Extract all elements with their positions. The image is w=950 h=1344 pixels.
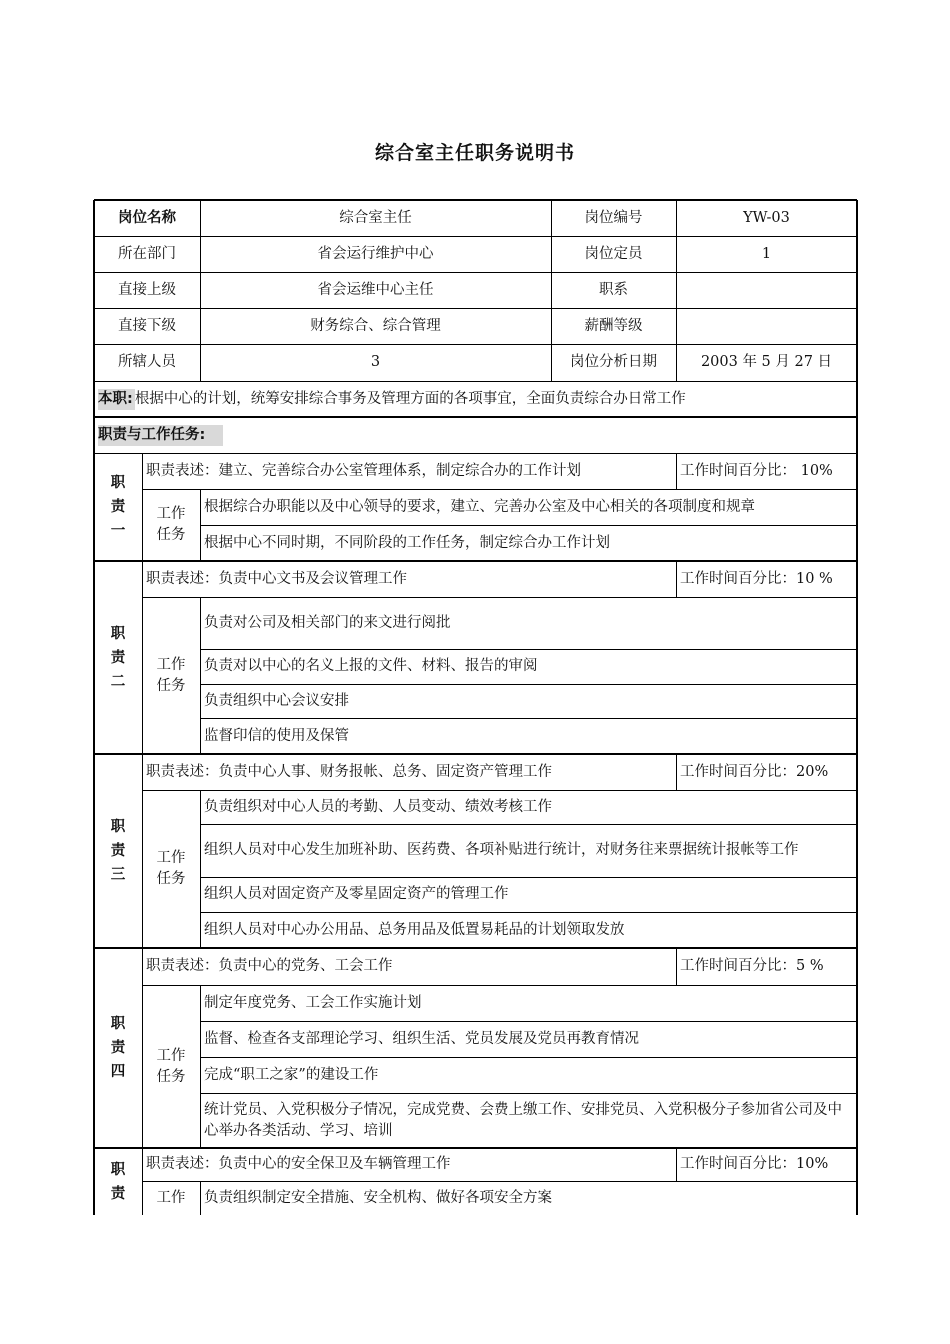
- field-label-analysis_date: 岗位分析日期: [570, 354, 657, 370]
- table-line: [200, 200, 201, 381]
- table-line: [200, 790, 201, 948]
- duty-task-item: 组织人员对固定资产及零星固定资产的管理工作: [204, 886, 509, 902]
- field-label-quota: 岗位定员: [584, 245, 643, 262]
- field-value-position_name: 综合室主任: [339, 209, 412, 226]
- table-line: [142, 1148, 143, 1215]
- field-label-salary: 薪酬等级: [584, 317, 643, 334]
- table-line: [142, 561, 143, 754]
- table-line: [200, 824, 857, 825]
- duty-task-item: 负责组织制定安全措施、安全机构、做好各项安全方案: [204, 1189, 552, 1206]
- duty-time-percent: 工作时间百分比：10%: [680, 1156, 829, 1172]
- field-value-position_code: YW-03: [743, 209, 790, 226]
- table-line: [142, 790, 857, 791]
- duty-task-label: 工作: [156, 1189, 186, 1206]
- field-label-series: 职系: [599, 281, 628, 298]
- table-line: [200, 985, 201, 1148]
- main-duty-label: 本职:: [98, 389, 135, 410]
- duty-task-item: 监督、检查各支部理论学习、组织生活、党员发展及党员再教育情况: [204, 1030, 639, 1047]
- table-line: [551, 200, 552, 381]
- duty-task-item: 负责对以中心的名义上报的文件、材料、报告的审阅: [204, 658, 538, 674]
- field-value-salary: [676, 308, 857, 344]
- duty-statement: 职责表述：负责中心的安全保卫及车辆管理工作: [146, 1156, 451, 1172]
- duty-task-item: 组织人员对中心发生加班补助、医药费、各项补贴进行统计，对财务往来票据统计报帐等工作: [204, 842, 799, 858]
- field-value-analysis_date: 2003 年 5 月 27 日: [700, 354, 833, 370]
- duties-heading: 职责与工作任务:: [98, 425, 223, 446]
- table-line: [200, 649, 857, 650]
- duty-statement: 职责表述：负责中心的党务、工会工作: [146, 958, 393, 974]
- main-duty-text: 根据中心的计划，统筹安排综合事务及管理方面的各项事宜，全面负责综合办日常工作: [134, 390, 686, 407]
- table-line: [94, 308, 857, 309]
- duty-label-3: 职 责 三: [110, 819, 126, 883]
- duty-time-percent: 工作时间百分比：20%: [680, 763, 829, 780]
- table-line: [200, 877, 857, 878]
- table-line: [200, 684, 857, 685]
- duty-task-label: 工作 任务: [156, 850, 186, 887]
- table-line: [200, 718, 857, 719]
- table-line: [200, 1021, 857, 1022]
- field-label-position_name: 岗位名称: [118, 209, 176, 226]
- duty-statement: 职责表述：负责中心人事、财务报帐、总务、固定资产管理工作: [146, 763, 552, 780]
- duty-task-label: 工作 任务: [156, 506, 186, 543]
- table-line: [142, 1181, 857, 1182]
- field-value-superior: 省会运维中心主任: [317, 281, 434, 298]
- duty-task-label: 工作 任务: [156, 656, 186, 694]
- table-line: [200, 1057, 857, 1058]
- duty-task-item: 根据综合办职能以及中心领导的要求，建立、完善办公室及中心相关的各项制度和规章: [204, 498, 755, 515]
- field-label-subordinate: 直接下级: [118, 317, 176, 334]
- page-title: 综合室主任职务说明书: [374, 142, 575, 164]
- table-line: [142, 754, 143, 948]
- duty-task-item: 组织人员对中心办公用品、总务用品及低置易耗品的计划领取发放: [204, 921, 625, 938]
- duty-task-item: 制定年度党务、工会工作实施计划: [204, 994, 422, 1011]
- field-label-dept: 所在部门: [118, 245, 176, 262]
- main-duty-row: [94, 381, 857, 417]
- table-line: [676, 453, 677, 489]
- table-line: [200, 1093, 857, 1094]
- duty-statement: 职责表述：建立、完善综合办公室管理体系，制定综合办的工作计划: [146, 462, 581, 479]
- field-label-superior: 直接上级: [118, 281, 176, 298]
- field-value-series: [676, 272, 857, 308]
- table-line: [676, 561, 677, 597]
- table-line: [94, 272, 857, 273]
- duty-task-label: 工作 任务: [156, 1047, 186, 1085]
- duty-time-percent: 工作时间百分比：10 %: [680, 570, 833, 587]
- field-label-position_code: 岗位编号: [584, 209, 643, 226]
- duty-task-item: 统计党员、入党积极分子情况，完成党费、会费上缴工作、安排党员、入党积极分子参加省公司及中心举办各类活动、学习、培训: [204, 1101, 842, 1139]
- duty-task-item: 监督印信的使用及保管: [204, 727, 349, 744]
- duty-label-5: 职 责: [110, 1161, 126, 1202]
- field-value-staff: 3: [370, 354, 381, 370]
- table-line: [142, 985, 857, 986]
- table-line: [93, 200, 95, 1215]
- table-line: [200, 597, 201, 754]
- table-line: [676, 1148, 677, 1181]
- table-line: [676, 948, 677, 985]
- table-line: [142, 489, 857, 490]
- field-value-subordinate: 财务综合、综合管理: [310, 317, 441, 334]
- field-value-quota: 1: [761, 245, 772, 262]
- duties-heading-row: [94, 417, 857, 453]
- duty-label-1: 职 责 一: [110, 475, 126, 539]
- duty-time-percent: 工作时间百分比：5 %: [680, 958, 824, 974]
- duty-label-4: 职 责 四: [110, 1016, 126, 1080]
- table-line: [142, 453, 143, 561]
- table-line: [676, 200, 677, 381]
- field-value-dept: 省会运行维护中心: [317, 245, 434, 262]
- field-label-staff: 所辖人员: [118, 354, 176, 370]
- table-line: [200, 1181, 201, 1215]
- duty-task-item: 完成“职工之家”的建设工作: [204, 1066, 379, 1083]
- table-line: [200, 912, 857, 913]
- duty-task-item: 根据中心不同时期，不同阶段的工作任务，制定综合办工作计划: [204, 534, 610, 551]
- duty-task-item: 负责对公司及相关部门的来文进行阅批: [204, 614, 451, 631]
- table-line: [856, 200, 858, 1215]
- table-line: [142, 597, 857, 598]
- table-line: [142, 948, 143, 1148]
- table-line: [94, 236, 857, 237]
- table-line: [94, 199, 857, 201]
- duty-time-percent: 工作时间百分比： 10%: [680, 462, 833, 479]
- table-line: [676, 754, 677, 790]
- duty-task-item: 负责组织对中心人员的考勤、人员变动、绩效考核工作: [204, 798, 552, 815]
- duty-label-2: 职 责 二: [110, 625, 126, 690]
- duty-task-item: 负责组织中心会议安排: [204, 692, 349, 709]
- duty-statement: 职责表述：负责中心文书及会议管理工作: [146, 570, 407, 587]
- table-line: [200, 525, 857, 526]
- table-line: [94, 344, 857, 345]
